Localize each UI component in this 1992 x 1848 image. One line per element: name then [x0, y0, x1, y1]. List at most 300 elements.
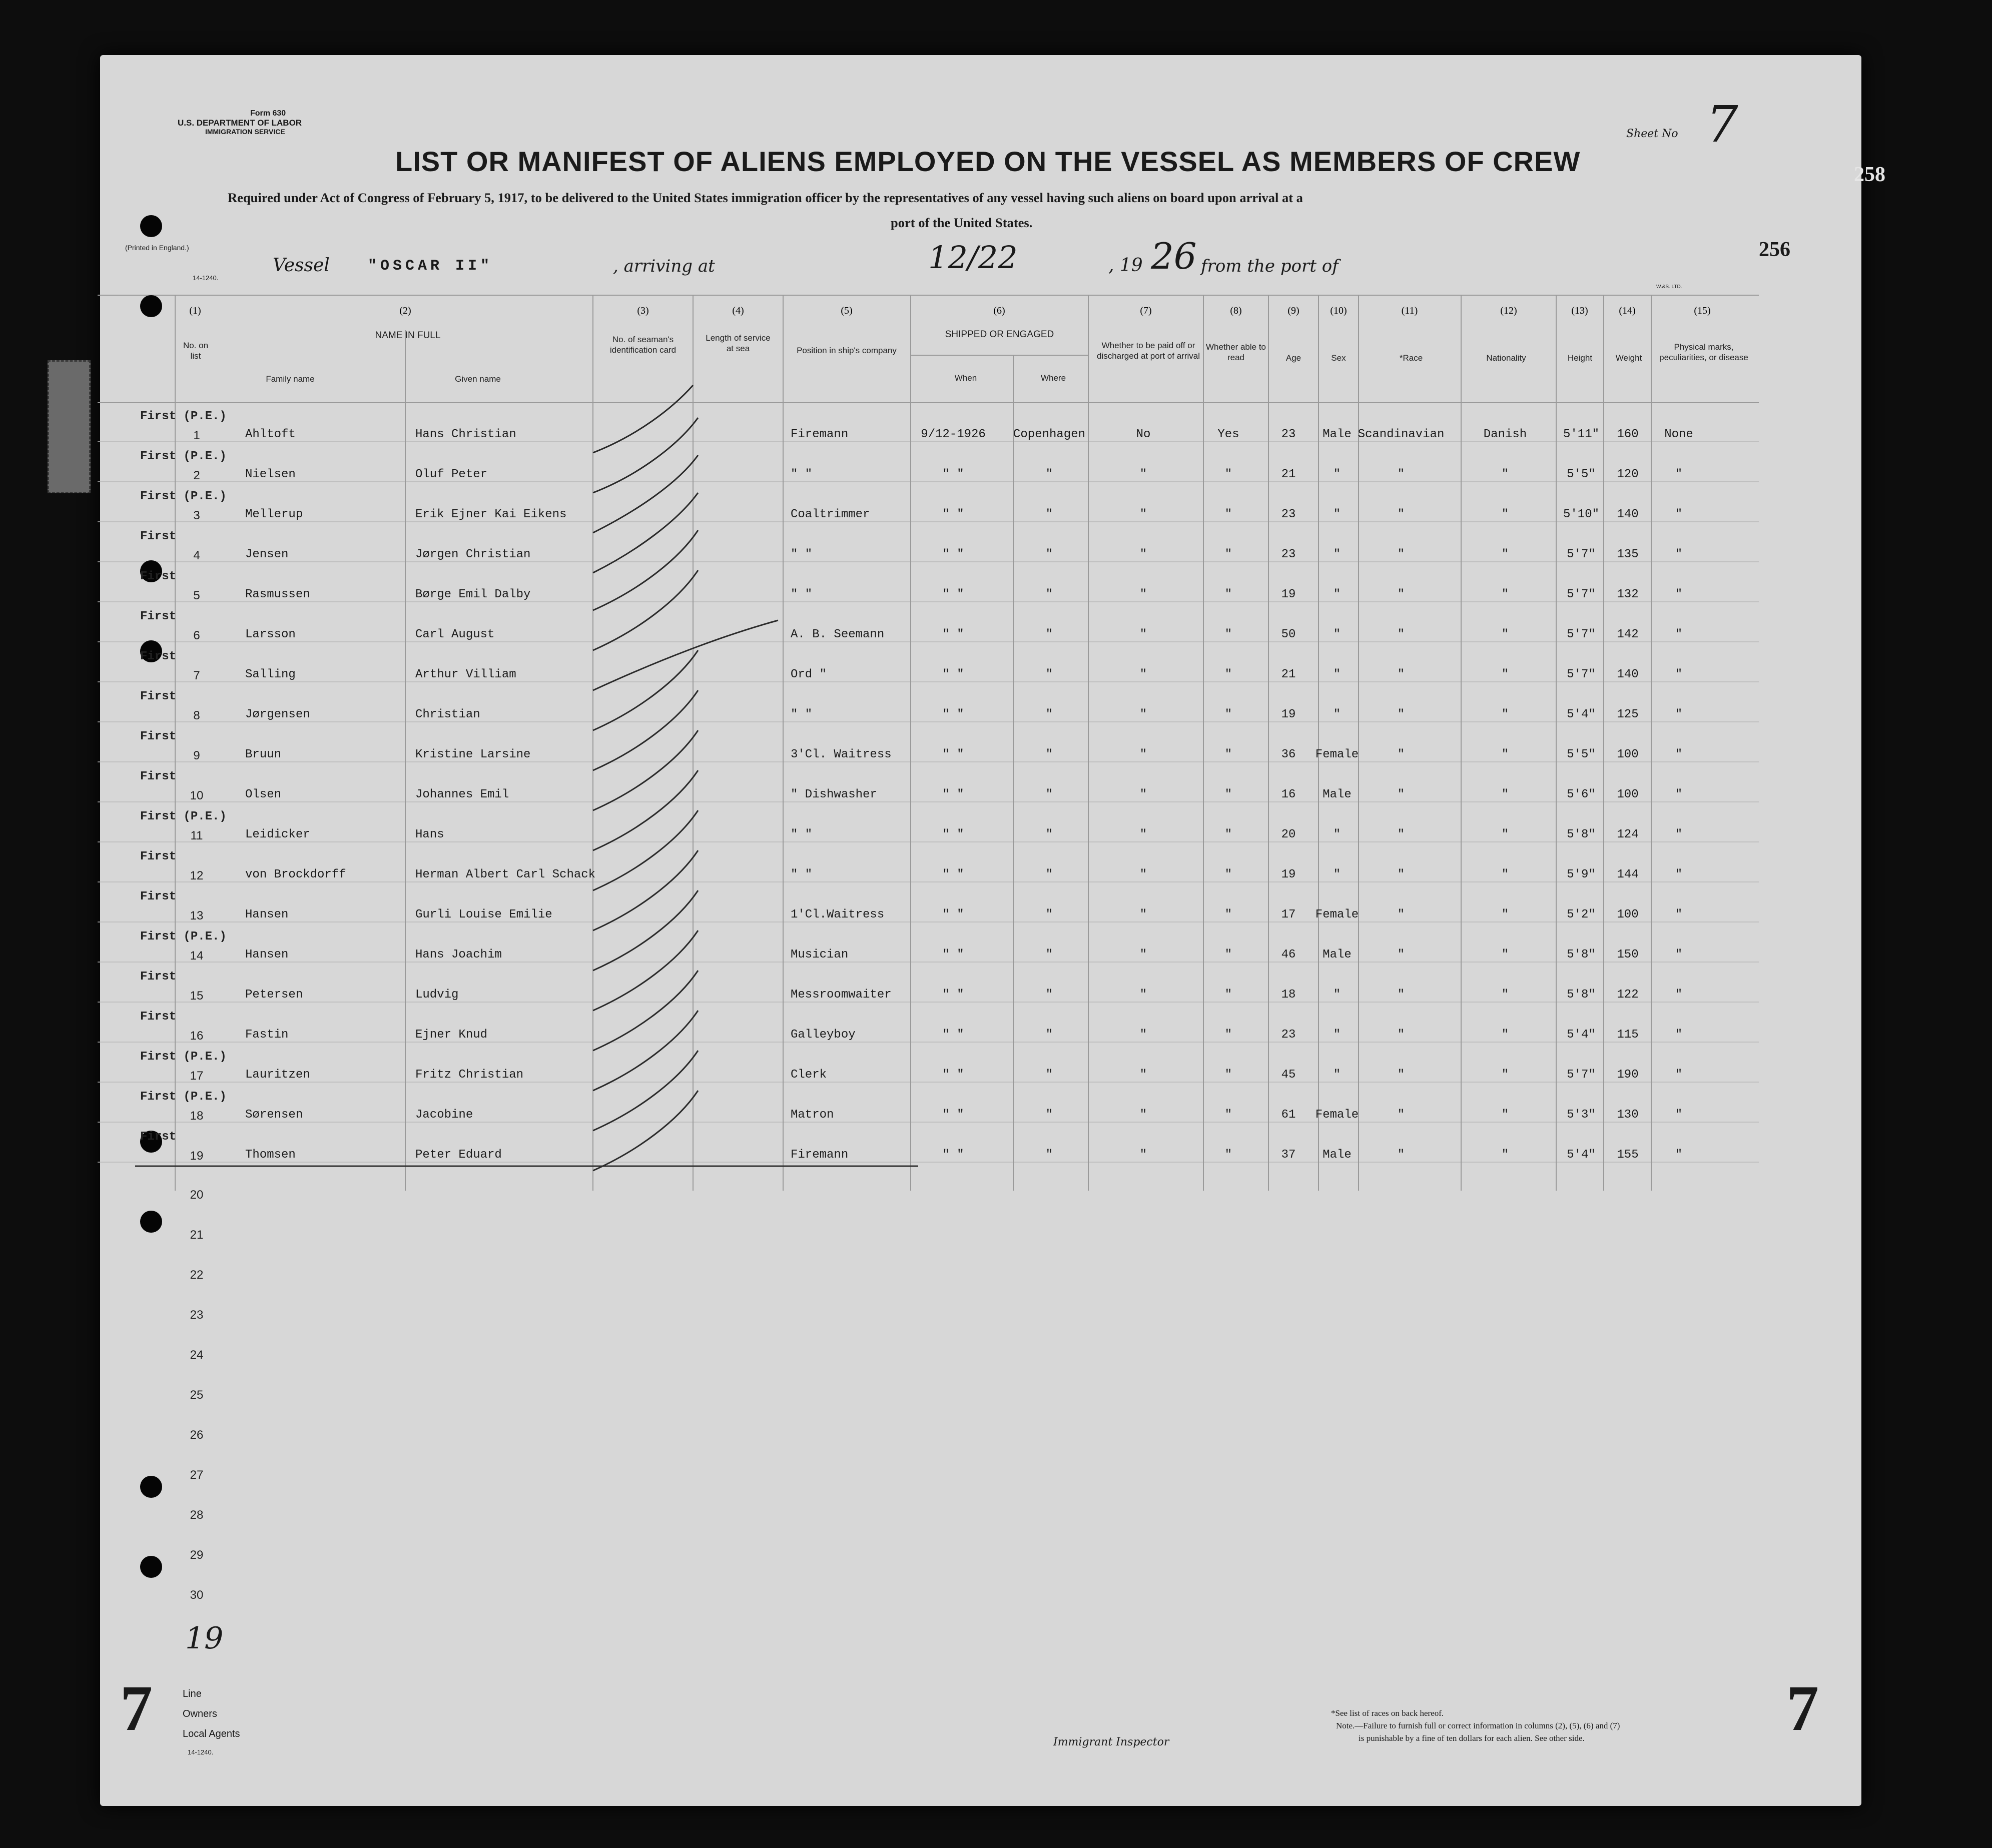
cell-position: Coaltrimmer	[791, 508, 870, 521]
binder-hole	[140, 295, 162, 317]
cell-sex: Male	[1322, 948, 1352, 962]
col-num: (7)	[1140, 305, 1152, 316]
cell-paid-off: "	[1139, 1068, 1147, 1082]
cell-when: " "	[942, 828, 964, 841]
cell-height: 5'4"	[1567, 1028, 1596, 1042]
cell-when: " "	[942, 1068, 964, 1082]
cell-given: Jørgen Christian	[415, 548, 531, 561]
col-header-given: Given name	[455, 374, 501, 384]
col-header-position: Position in ship's company	[797, 346, 897, 355]
cell-weight: 122	[1617, 988, 1639, 1002]
cell-position: Firemann	[791, 1148, 849, 1162]
cell-read: "	[1224, 508, 1232, 521]
cell-position: Matron	[791, 1108, 834, 1122]
cell-position: Musician	[791, 948, 849, 962]
cell-paid-off: "	[1139, 668, 1147, 681]
cell-sex: "	[1333, 708, 1341, 721]
cell-given: Kristine Larsine	[415, 748, 531, 761]
cell-read: "	[1224, 828, 1232, 841]
row-number: 16	[190, 1029, 204, 1043]
cell-position: Messroomwaiter	[791, 988, 892, 1002]
cell-paid-off: "	[1139, 508, 1147, 521]
cell-weight: 135	[1617, 548, 1639, 561]
cell-height: 5'2"	[1567, 908, 1596, 921]
col-header-family: Family name	[266, 374, 315, 384]
cell-family: Fastin	[245, 1028, 289, 1042]
cell-sex: "	[1333, 988, 1341, 1002]
row-number: 4	[193, 549, 200, 562]
cell-paid-off: "	[1139, 468, 1147, 481]
cell-race: Scandinavian	[1358, 428, 1445, 441]
cell-position: " "	[791, 828, 813, 841]
form-number: Form 630	[250, 109, 286, 118]
cell-race: "	[1397, 948, 1405, 962]
cell-when: " "	[942, 908, 964, 921]
cell-where: "	[1045, 908, 1053, 921]
row-class-label: First	[140, 690, 177, 703]
binder-hole	[140, 215, 162, 237]
cell-weight: 140	[1617, 668, 1639, 681]
cell-nationality: "	[1501, 1108, 1509, 1122]
row-class-label: First	[140, 610, 177, 623]
row-class-label: First (P.E.)	[140, 810, 227, 823]
sheet-no-label: Sheet No	[1626, 128, 1678, 140]
cell-where: "	[1045, 788, 1053, 801]
cell-given: Arthur Villiam	[415, 668, 516, 681]
cell-nationality: "	[1501, 748, 1509, 761]
cell-age: 61	[1281, 1108, 1296, 1122]
cell-when: " "	[942, 468, 964, 481]
cell-race: "	[1397, 628, 1405, 641]
cell-position: " "	[791, 708, 813, 721]
cell-race: "	[1397, 548, 1405, 561]
col-num: (15)	[1694, 305, 1711, 316]
col-header-where: Where	[1040, 373, 1066, 383]
cell-weight: 140	[1617, 508, 1639, 521]
cell-family: Bruun	[245, 748, 282, 761]
cell-where: "	[1045, 1108, 1053, 1122]
cell-family: Jensen	[245, 548, 289, 561]
binder-hole	[140, 1211, 162, 1233]
row-number: 9	[193, 749, 200, 762]
cell-nationality: "	[1501, 908, 1509, 921]
row-number: 21	[190, 1228, 204, 1242]
cell-height: 5'11"	[1563, 428, 1600, 441]
col-header-weight: Weight	[1615, 353, 1642, 363]
cell-marks: "	[1675, 1148, 1683, 1162]
cell-sex: "	[1333, 1028, 1341, 1042]
cell-read: "	[1224, 748, 1232, 761]
cell-given: Børge Emil Dalby	[415, 588, 531, 601]
cell-read: Yes	[1217, 428, 1239, 441]
cell-age: 23	[1281, 548, 1296, 561]
cell-where: "	[1045, 868, 1053, 881]
cell-sex: "	[1333, 668, 1341, 681]
cell-marks: "	[1675, 1068, 1683, 1082]
cell-race: "	[1397, 788, 1405, 801]
cell-weight: 100	[1617, 748, 1639, 761]
subtitle-line-1: Required under Act of Congress of February 5, 1917, to be delivered to the United States immigration officer by the representatives of any vessel having such aliens on board upon arrival at a	[228, 190, 1303, 205]
row-number: 22	[190, 1268, 204, 1282]
cell-where: "	[1045, 1028, 1053, 1042]
cell-age: 19	[1281, 588, 1296, 601]
cell-height: 5'6"	[1567, 788, 1596, 801]
cell-where: "	[1045, 588, 1053, 601]
cell-height: 5'7"	[1567, 628, 1596, 641]
row-class-label: First (P.E.)	[140, 1090, 227, 1104]
fine-note-1: Note.—Failure to furnish full or correct information in columns (2), (5), (6) and (7)	[1336, 1721, 1620, 1730]
row-class-label: First (P.E.)	[140, 490, 227, 503]
cell-height: 5'3"	[1567, 1108, 1596, 1122]
col-num: (14)	[1619, 305, 1636, 316]
cell-weight: 142	[1617, 628, 1639, 641]
col-header-name: NAME IN FULL	[375, 330, 441, 341]
row-class-label: First (P.E.)	[140, 450, 227, 463]
row-class-label: First (P.E.)	[140, 1050, 227, 1064]
cell-when: " "	[942, 588, 964, 601]
col-header-sex: Sex	[1331, 353, 1346, 363]
form-code-top: 14-1240.	[193, 274, 219, 282]
cell-read: "	[1224, 908, 1232, 921]
cell-when: " "	[942, 548, 964, 561]
cell-read: "	[1224, 1068, 1232, 1082]
cell-sex: "	[1333, 468, 1341, 481]
cell-when: " "	[942, 988, 964, 1002]
cell-given: Oluf Peter	[415, 468, 488, 481]
col-num: (8)	[1230, 305, 1242, 316]
cell-position: 1'Cl.Waitress	[791, 908, 885, 921]
cell-marks: "	[1675, 828, 1683, 841]
cell-given: Herman Albert Carl Schack	[415, 868, 596, 881]
cell-nationality: "	[1501, 588, 1509, 601]
row-number: 26	[190, 1428, 204, 1442]
cell-position: " Dishwasher	[791, 788, 877, 801]
cell-race: "	[1397, 1028, 1405, 1042]
cell-family: Mellerup	[245, 508, 303, 521]
arriving-label: , arriving at	[613, 256, 715, 276]
cell-family: Thomsen	[245, 1148, 296, 1162]
col-num: (6)	[993, 305, 1005, 316]
cell-race: "	[1397, 828, 1405, 841]
cell-when: " "	[942, 788, 964, 801]
agents-label: Local Agents	[183, 1728, 240, 1739]
line-label: Line	[183, 1688, 202, 1699]
row-class-label: First	[140, 530, 177, 543]
row-number: 23	[190, 1308, 204, 1322]
cell-sex: Female	[1315, 748, 1359, 761]
cell-family: Hansen	[245, 948, 289, 962]
row-class-label: First	[140, 890, 177, 903]
cell-given: Hans Christian	[415, 428, 516, 441]
owners-label: Owners	[183, 1708, 217, 1719]
cell-weight: 160	[1617, 428, 1639, 441]
row-class-label: First (P.E.)	[140, 410, 227, 423]
cell-where: "	[1045, 468, 1053, 481]
cell-weight: 130	[1617, 1108, 1639, 1122]
cell-marks: None	[1664, 428, 1693, 441]
cell-age: 23	[1281, 1028, 1296, 1042]
cell-age: 21	[1281, 668, 1296, 681]
row-number: 24	[190, 1348, 204, 1362]
cell-age: 50	[1281, 628, 1296, 641]
cell-weight: 125	[1617, 708, 1639, 721]
cell-nationality: "	[1501, 1068, 1509, 1082]
cell-family: Nielsen	[245, 468, 296, 481]
row-number: 20	[190, 1188, 204, 1202]
cell-age: 37	[1281, 1148, 1296, 1162]
cell-position: " "	[791, 468, 813, 481]
row-number: 2	[193, 469, 200, 482]
cell-family: Petersen	[245, 988, 303, 1002]
cell-paid-off: "	[1139, 1028, 1147, 1042]
fine-note-2: is punishable by a fine of ten dollars for each alien. See other side.	[1359, 1733, 1585, 1743]
cell-age: 36	[1281, 748, 1296, 761]
cell-given: Erik Ejner Kai Eikens	[415, 508, 567, 521]
cell-read: "	[1224, 1108, 1232, 1122]
row-number: 27	[190, 1468, 204, 1482]
binder-hole	[140, 1556, 162, 1578]
cell-where: "	[1045, 988, 1053, 1002]
col-header-service: Length of service at sea	[706, 333, 771, 353]
col-header-age: Age	[1285, 353, 1301, 363]
cell-where: "	[1045, 548, 1053, 561]
cell-read: "	[1224, 868, 1232, 881]
cell-weight: 100	[1617, 908, 1639, 921]
cell-paid-off: "	[1139, 988, 1147, 1002]
cell-race: "	[1397, 468, 1405, 481]
cell-read: "	[1224, 708, 1232, 721]
cell-sex: Male	[1322, 788, 1352, 801]
cell-marks: "	[1675, 468, 1683, 481]
cell-height: 5'10"	[1563, 508, 1600, 521]
cell-position: " "	[791, 548, 813, 561]
row-number: 14	[190, 949, 204, 963]
inspector-label: Immigrant Inspector	[1053, 1736, 1169, 1748]
cell-nationality: "	[1501, 828, 1509, 841]
cell-where: "	[1045, 828, 1053, 841]
big-sheet-number-left: 7	[120, 1672, 153, 1744]
cell-marks: "	[1675, 668, 1683, 681]
row-class-label: First	[140, 1010, 177, 1024]
cell-paid-off: "	[1139, 908, 1147, 921]
cell-sex: "	[1333, 548, 1341, 561]
row-number: 25	[190, 1388, 204, 1402]
col-header-no: No. on list	[183, 341, 209, 361]
year-printed: , 19	[1108, 255, 1143, 276]
cell-weight: 120	[1617, 468, 1639, 481]
cell-given: Jacobine	[415, 1108, 473, 1122]
col-num: (12)	[1500, 305, 1517, 316]
col-num: (2)	[399, 305, 411, 316]
cell-race: "	[1397, 1068, 1405, 1082]
cell-marks: "	[1675, 628, 1683, 641]
cell-height: 5'8"	[1567, 828, 1596, 841]
cell-paid-off: "	[1139, 1108, 1147, 1122]
row-number: 12	[190, 869, 204, 882]
row-class-label: First	[140, 770, 177, 783]
cell-marks: "	[1675, 548, 1683, 561]
cell-paid-off: "	[1139, 748, 1147, 761]
cell-position: A. B. Seemann	[791, 628, 885, 641]
cell-family: Leidicker	[245, 828, 310, 841]
ruled-grid	[98, 290, 1759, 1191]
id-card-slashes	[593, 385, 778, 1171]
col-num: (11)	[1401, 305, 1418, 316]
cell-where: "	[1045, 628, 1053, 641]
cell-weight: 124	[1617, 828, 1639, 841]
cell-nationality: "	[1501, 788, 1509, 801]
cell-weight: 115	[1617, 1028, 1639, 1042]
cell-marks: "	[1675, 1108, 1683, 1122]
cell-race: "	[1397, 668, 1405, 681]
cell-given: Gurli Louise Emilie	[415, 908, 552, 921]
col-header-nationality: Nationality	[1486, 353, 1526, 363]
cell-nationality: "	[1501, 868, 1509, 881]
cell-nationality: "	[1501, 508, 1509, 521]
row-number: 3	[193, 509, 200, 522]
col-header-height: Height	[1567, 353, 1593, 363]
cell-height: 5'5"	[1567, 468, 1596, 481]
cell-marks: "	[1675, 588, 1683, 601]
service-label: IMMIGRATION SERVICE	[205, 128, 285, 136]
col-num: (9)	[1287, 305, 1299, 316]
col-header-when: When	[954, 373, 977, 383]
col-num: (4)	[732, 305, 744, 316]
cell-when: " "	[942, 508, 964, 521]
row-number: 19	[190, 1149, 204, 1163]
cell-age: 46	[1281, 948, 1296, 962]
cell-marks: "	[1675, 988, 1683, 1002]
cell-age: 23	[1281, 428, 1296, 441]
printed-note: (Printed in England.)	[125, 244, 189, 252]
cell-nationality: "	[1501, 468, 1509, 481]
cell-when: " "	[942, 748, 964, 761]
cell-family: Salling	[245, 668, 296, 681]
cell-sex: "	[1333, 868, 1341, 881]
row-number: 5	[193, 589, 200, 602]
cell-age: 19	[1281, 868, 1296, 881]
cell-nationality: Danish	[1483, 428, 1527, 441]
cell-sex: "	[1333, 828, 1341, 841]
cell-family: Rasmussen	[245, 588, 310, 601]
cell-read: "	[1224, 788, 1232, 801]
cell-height: 5'8"	[1567, 988, 1596, 1002]
cell-height: 5'7"	[1567, 668, 1596, 681]
cell-when: 9/12-1926	[921, 428, 986, 441]
col-num: (10)	[1330, 305, 1347, 316]
cell-position: 3'Cl. Waitress	[791, 748, 892, 761]
cell-family: von Brockdorff	[245, 868, 346, 881]
page-number: 258	[1854, 163, 1885, 186]
cell-read: "	[1224, 1148, 1232, 1162]
cell-height: 5'9"	[1567, 868, 1596, 881]
row-number: 17	[190, 1069, 204, 1083]
cell-given: Christian	[415, 708, 480, 721]
cell-height: 5'7"	[1567, 588, 1596, 601]
cell-read: "	[1224, 988, 1232, 1002]
vessel-name: "OSCAR II"	[368, 258, 493, 275]
cell-paid-off: "	[1139, 588, 1147, 601]
cell-paid-off: "	[1139, 828, 1147, 841]
cell-family: Ahltoft	[245, 428, 296, 441]
cell-when: " "	[942, 948, 964, 962]
cell-height: 5'4"	[1567, 708, 1596, 721]
cell-age: 18	[1281, 988, 1296, 1002]
cell-family: Larsson	[245, 628, 296, 641]
cell-weight: 132	[1617, 588, 1639, 601]
cell-marks: "	[1675, 948, 1683, 962]
cell-age: 45	[1281, 1068, 1296, 1082]
cell-where: "	[1045, 1148, 1053, 1162]
cell-race: "	[1397, 1148, 1405, 1162]
form-code-bottom: 14-1240.	[188, 1748, 214, 1756]
cell-nationality: "	[1501, 708, 1509, 721]
cell-position: Ord "	[791, 668, 827, 681]
cell-given: Ludvig	[415, 988, 459, 1002]
cell-age: 19	[1281, 708, 1296, 721]
cell-family: Sørensen	[245, 1108, 303, 1122]
cell-given: Johannes Emil	[415, 788, 509, 801]
col-num: (5)	[841, 305, 853, 316]
cell-race: "	[1397, 508, 1405, 521]
cell-weight: 100	[1617, 788, 1639, 801]
cell-race: "	[1397, 748, 1405, 761]
cell-position: Galleyboy	[791, 1028, 856, 1042]
cell-when: " "	[942, 628, 964, 641]
revenue-stamp	[48, 360, 91, 493]
cell-sex: "	[1333, 628, 1341, 641]
cell-paid-off: "	[1139, 628, 1147, 641]
from-port-label: from the port of	[1201, 256, 1339, 276]
col-header-shipped: SHIPPED OR ENGAGED	[945, 329, 1054, 340]
cell-when: " "	[942, 708, 964, 721]
cell-age: 17	[1281, 908, 1296, 921]
col-header-marks: Physical marks, peculiarities, or disease	[1659, 342, 1748, 362]
sheet-no-value: 7	[1706, 95, 1738, 154]
col-num: (13)	[1571, 305, 1588, 316]
cell-nationality: "	[1501, 988, 1509, 1002]
cell-nationality: "	[1501, 628, 1509, 641]
cell-age: 16	[1281, 788, 1296, 801]
cell-height: 5'7"	[1567, 548, 1596, 561]
cell-height: 5'4"	[1567, 1148, 1596, 1162]
cell-nationality: "	[1501, 548, 1509, 561]
cell-height: 5'8"	[1567, 948, 1596, 962]
cell-read: "	[1224, 468, 1232, 481]
row-number: 28	[190, 1508, 204, 1522]
cell-race: "	[1397, 908, 1405, 921]
cell-read: "	[1224, 948, 1232, 962]
cell-where: "	[1045, 1068, 1053, 1082]
cell-nationality: "	[1501, 668, 1509, 681]
cell-marks: "	[1675, 708, 1683, 721]
cell-nationality: "	[1501, 1028, 1509, 1042]
cell-family: Jørgensen	[245, 708, 310, 721]
big-sheet-number-right: 7	[1786, 1672, 1819, 1744]
department-label: U.S. DEPARTMENT OF LABOR	[178, 118, 302, 128]
vessel-label: Vessel	[273, 255, 330, 276]
col-header-read: Whether able to read	[1206, 342, 1266, 362]
col-header-id-card: No. of seaman's identification card	[609, 335, 677, 355]
cell-nationality: "	[1501, 1148, 1509, 1162]
year-handwritten: 26	[1151, 235, 1197, 277]
cell-race: "	[1397, 588, 1405, 601]
cell-family: Lauritzen	[245, 1068, 310, 1082]
cell-paid-off: "	[1139, 788, 1147, 801]
cell-given: Hans	[415, 828, 444, 841]
cell-when: " "	[942, 1148, 964, 1162]
arrival-date: 12/22	[928, 239, 1018, 276]
